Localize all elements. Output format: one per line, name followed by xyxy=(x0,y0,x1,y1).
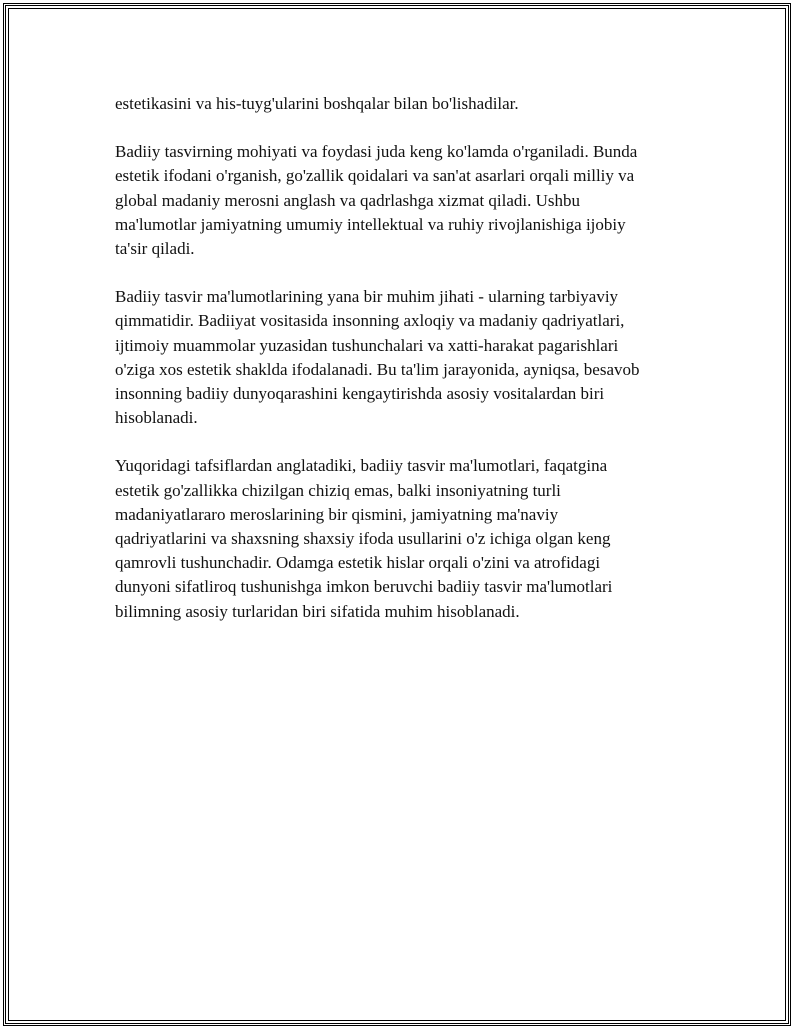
document-body xyxy=(115,92,675,648)
paragraph-2: Badiiy tasvirning mohiyati va foydasi juda keng ko'lamda o'rganiladi. Bunda estetik ifodani o'rganish, go'zallik qoidalari va san'at asarlari orqali milliy va global madaniy merosni anglash va qadrlashga xizmat qiladi. Ushbu ma'lumotlar jamiyatning umumiy intellektual va ruhiy rivojlanishiga ijobiy ta'sir qiladi. xyxy=(115,142,638,259)
paragraph-1: estetikasini va his-tuyg'ularini boshqalar bilan bo'lishadilar. xyxy=(115,94,519,113)
paragraph-3: Badiiy tasvir ma'lumotlarining yana bir muhim jihati - ularning tarbiyaviy qimmatidir. Badiiyat vositasida insonning axloqiy va madaniy qadriyatlari, ijtimoiy muammolar yuzasidan tushunchalari va xatti-harakat pagarishlari o'ziga xos estetik shaklda ifodalanadi. Bu ta'lim jarayonida, ayniqsa, besavob insonning badiiy dunyoqarashini kengaytirishda asosiy vositalardan biri hisoblanadi. xyxy=(115,287,640,428)
paragraph-4: Yuqoridagi tafsiflardan anglatadiki, badiiy tasvir ma'lumotlari, faqatgina estetik go'zallikka chizilgan chiziq emas, balki insoniyatning turli madaniyatlararo meroslarining bir qismini, jamiyatning ma'naviy qadriyatlarini va shaxsning shaxsiy ifoda usullarini o'z ichiga olgan keng qamrovli tushunchadir. Odamga estetik hislar orqali o'zini va atrofidagi dunyoni sifatliroq tushunishga imkon beruvchi badiiy tasvir ma'lumotlari bilimning asosiy turlaridan biri sifatida muhim hisoblanadi. xyxy=(115,456,613,621)
